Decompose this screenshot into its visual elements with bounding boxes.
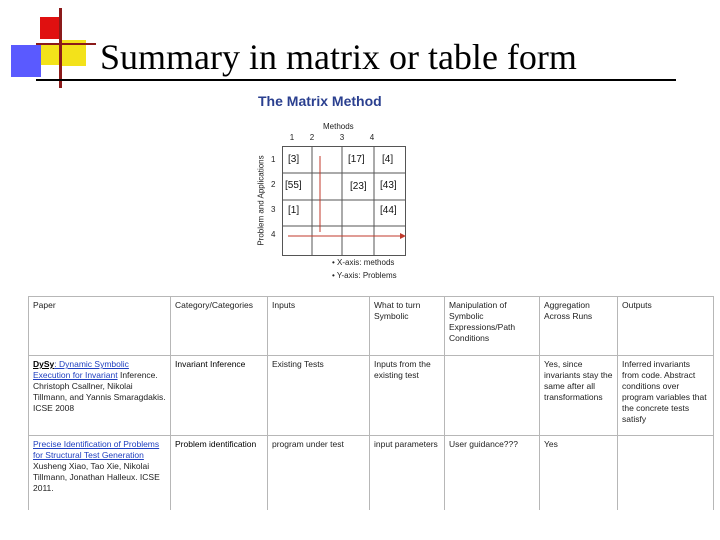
matrix-cell-r1c3: [17]: [348, 154, 365, 165]
table-cell-aggregation: Yes: [540, 436, 618, 512]
col-number-1: 1: [289, 133, 295, 142]
col-number-2: 2: [309, 133, 315, 142]
matrix-cell-r2c3: [23]: [350, 181, 367, 192]
matrix-cell-r1c1: [3]: [288, 154, 300, 165]
table-cell-inputs: Existing Tests: [268, 356, 370, 436]
table-cell-symbolic: input parameters: [370, 436, 445, 512]
table-cell-inputs: program under test: [268, 436, 370, 512]
table-cell-paper: [29, 436, 171, 512]
paper-link[interactable]: : Dynamic Symbolic Execution for Invariant: [33, 359, 129, 380]
table-cell-symbolic: Inputs from the existing test: [370, 356, 445, 436]
table-row: [29, 356, 714, 436]
y-axis-label: Problem and Applications: [256, 155, 266, 246]
row-number-1: 1: [271, 155, 276, 164]
paper-authors: Xusheng Xiao, Tao Xie, Nikolai Tillmann, Jonathan Halleux. ICSE 2011.: [33, 461, 160, 493]
row-number-2: 2: [271, 180, 276, 189]
row-number-4: 4: [271, 230, 276, 239]
table-header-cell: Paper: [29, 297, 171, 356]
table-header-cell: Category/Categories: [171, 297, 268, 356]
matrix-cell-r2c4: [43]: [380, 180, 397, 191]
table-header-cell: Manipulation of Symbolic Expressions/Path Conditions: [445, 297, 540, 356]
title-divider: [36, 79, 676, 81]
bullet-y-axis: • Y-axis: Problems: [332, 271, 397, 280]
methods-label: Methods: [323, 122, 354, 131]
matrix-cell-r3c1: [1]: [288, 205, 300, 216]
table-cell-category: Problem identification: [171, 436, 268, 512]
summary-table: [28, 296, 714, 512]
matrix-cell-r1c4: [4]: [382, 154, 394, 165]
matrix-cell-r2c1: [55]: [285, 180, 302, 191]
table-cell-aggregation: Yes, since invariants stay the same after all transformations: [540, 356, 618, 436]
table-cell-manipulation: User guidance???: [445, 436, 540, 512]
paper-authors: Inference. Christoph Csallner, Nikolai Tillmann, and Yannis Smaragdakis. ICSE 2008: [33, 370, 166, 413]
table-header-cell: Outputs: [618, 297, 714, 356]
table-cell-paper: [29, 356, 171, 436]
table-cell-outputs: [618, 436, 714, 512]
matrix-cell-r3c4: [44]: [380, 205, 397, 216]
table-header-row: [29, 297, 714, 356]
bullet-x-axis: • X-axis: methods: [332, 258, 395, 267]
paper-link-lead[interactable]: DySy: [33, 359, 55, 369]
col-number-3: 3: [339, 133, 345, 142]
slide-title: Summary in matrix or table form: [100, 37, 577, 77]
table-header-cell: What to turn Symbolic: [370, 297, 445, 356]
slide-bottom-mask: [0, 510, 720, 540]
table-header-cell: Aggregation Across Runs: [540, 297, 618, 356]
matrix-heading: The Matrix Method: [258, 93, 382, 109]
table-row: [29, 436, 714, 512]
table-cell-category: Invariant Inference: [171, 356, 268, 436]
table-cell-manipulation: [445, 356, 540, 436]
table-cell-outputs: Inferred invariants from code. Abstract conditions over program variables that the concrete tests satisfy: [618, 356, 714, 436]
row-number-3: 3: [271, 205, 276, 214]
paper-link[interactable]: Precise Identification of Problems for Structural Test Generation: [33, 439, 160, 460]
table-header-cell: Inputs: [268, 297, 370, 356]
col-number-4: 4: [369, 133, 375, 142]
